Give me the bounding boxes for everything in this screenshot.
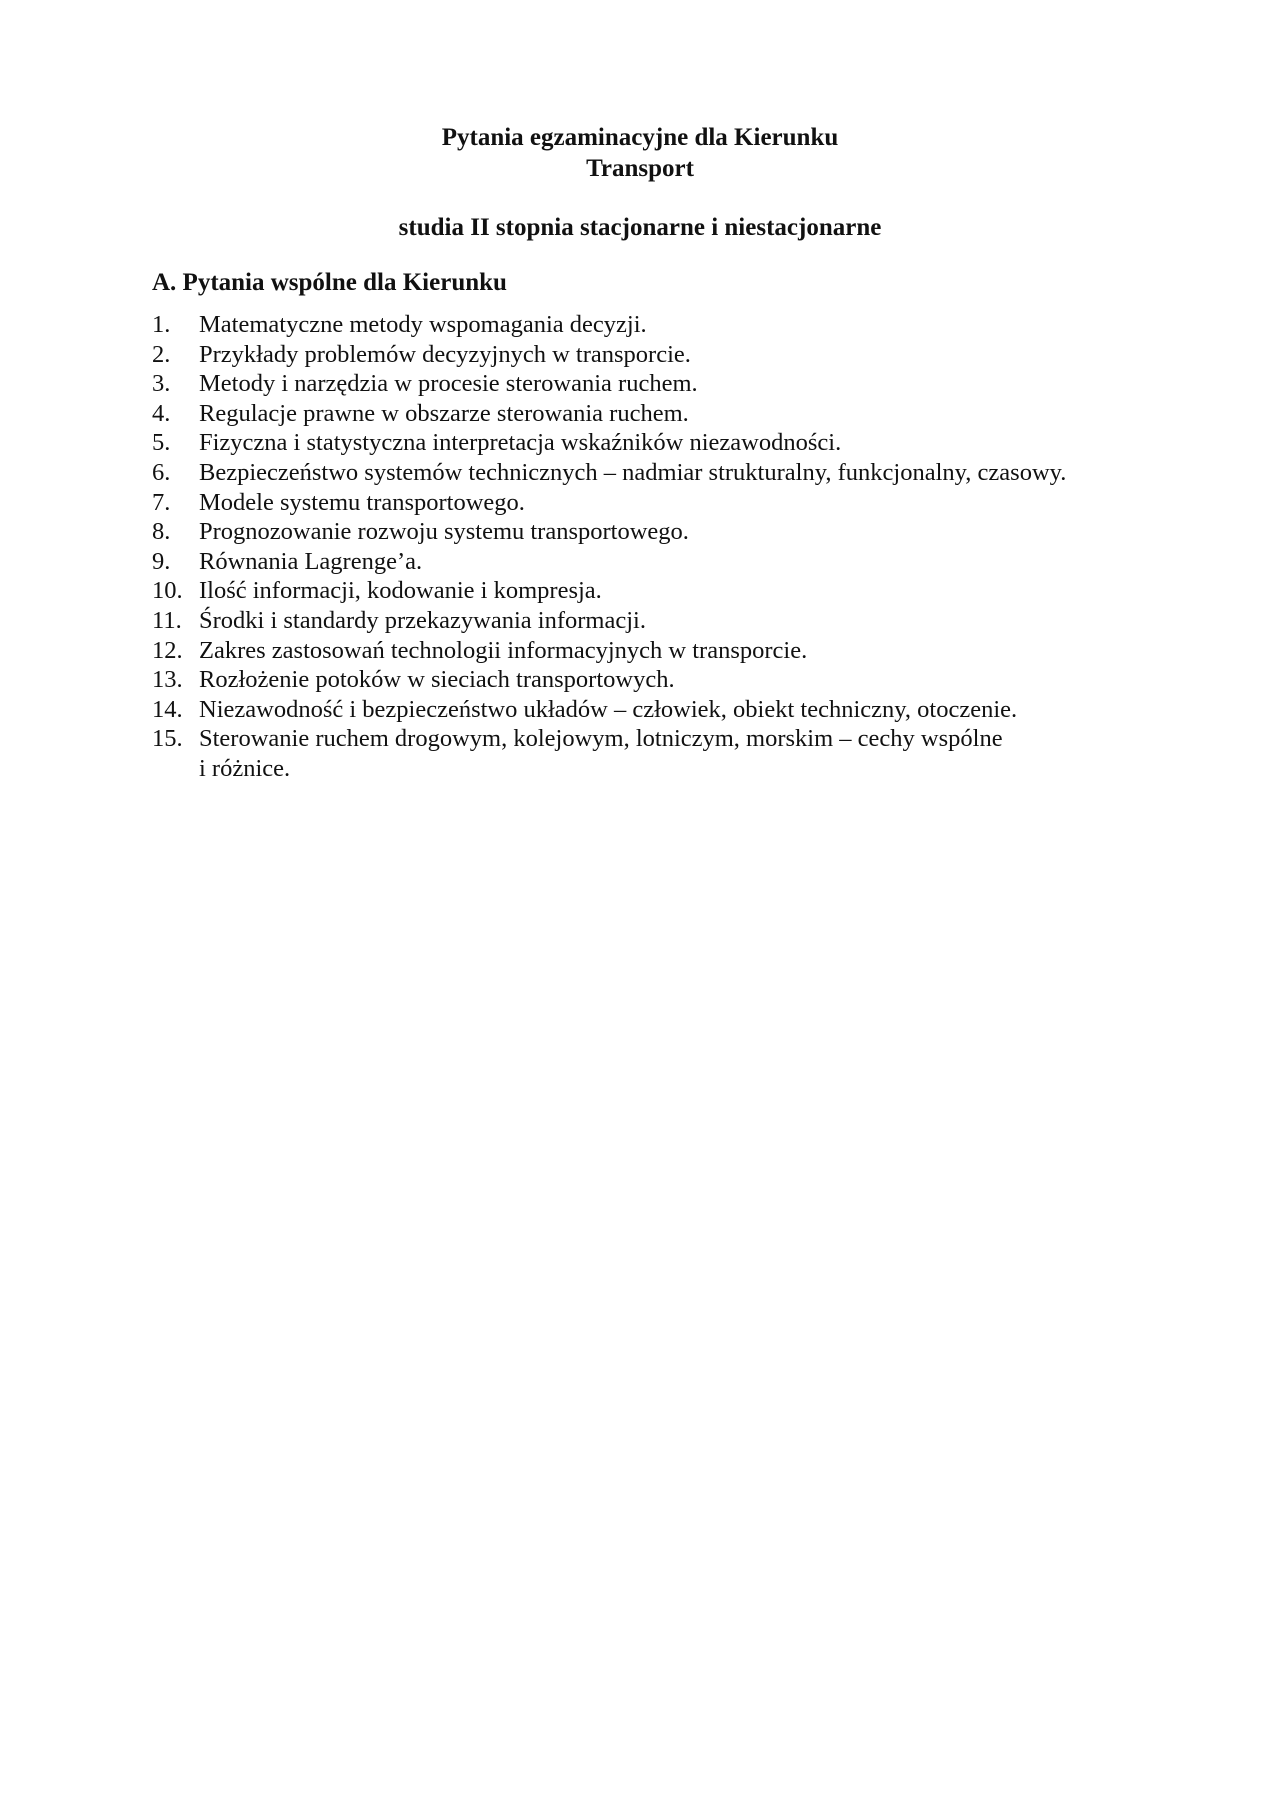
question-item	[152, 606, 1152, 636]
question-item	[152, 695, 1152, 725]
document-subtitle: studia II stopnia stacjonarne i niestacjonarne	[398, 214, 882, 241]
question-item	[152, 310, 1152, 340]
question-text: Niezawodność i bezpieczeństwo układów – człowiek, obiekt techniczny, otoczenie.	[199, 695, 1018, 723]
question-text: Środki i standardy przekazywania informacji.	[199, 606, 646, 634]
question-text: Rozłożenie potoków w sieciach transportowych.	[199, 666, 675, 694]
question-item	[152, 636, 1152, 666]
question-text: Regulacje prawne w obszarze sterowania ruchem.	[199, 399, 689, 427]
question-text: Fizyczna i statystyczna interpretacja wskaźników niezawodności.	[199, 429, 842, 457]
question-number: 14.	[152, 695, 183, 723]
document-title-field: Transport	[586, 155, 694, 182]
section-heading: A. Pytania wspólne dla Kierunku	[152, 269, 507, 296]
question-item	[152, 488, 1152, 518]
question-text: Modele systemu transportowego.	[199, 488, 525, 516]
question-number: 6.	[152, 458, 171, 486]
question-number: 11.	[152, 606, 182, 634]
question-item	[152, 665, 1152, 695]
question-text: Matematyczne metody wspomagania decyzji.	[199, 311, 647, 338]
question-item	[152, 576, 1152, 606]
question-number: 9.	[152, 547, 171, 575]
question-text: Sterowanie ruchem drogowym, kolejowym, lotniczym, morskim – cechy wspólne i różnice.	[199, 725, 1003, 782]
question-item	[152, 369, 1152, 399]
question-text: Metody i narzędzia w procesie sterowania ruchem.	[199, 370, 698, 398]
question-number: 2.	[152, 340, 171, 368]
document-title: Pytania egzaminacyjne dla Kierunku	[441, 124, 839, 151]
question-number: 7.	[152, 488, 171, 516]
question-text: Bezpieczeństwo systemów technicznych – nadmiar strukturalny, funkcjonalny, czasowy.	[199, 458, 1067, 486]
question-item	[152, 547, 1152, 577]
question-number: 15.	[152, 725, 183, 753]
question-number: 5.	[152, 429, 171, 457]
question-item	[152, 724, 1152, 783]
question-item	[152, 399, 1152, 429]
question-number: 3.	[152, 370, 171, 398]
question-number: 10.	[152, 577, 183, 605]
question-list	[152, 310, 1152, 784]
question-item	[152, 428, 1152, 458]
question-item	[152, 458, 1152, 488]
question-number: 12.	[152, 636, 183, 664]
question-text: Równania Lagrenge’a.	[199, 547, 423, 575]
question-number: 1.	[152, 311, 171, 338]
question-item	[152, 340, 1152, 370]
question-text: Zakres zastosowań technologii informacyjnych w transporcie.	[199, 636, 808, 664]
question-text: Ilość informacji, kodowanie i kompresja.	[199, 577, 602, 605]
question-number: 8.	[152, 518, 171, 546]
question-text: Przykłady problemów decyzyjnych w transporcie.	[199, 340, 691, 368]
question-item	[152, 517, 1152, 547]
question-number: 4.	[152, 399, 171, 427]
question-text: Prognozowanie rozwoju systemu transportowego.	[199, 518, 689, 546]
question-number: 13.	[152, 666, 183, 694]
